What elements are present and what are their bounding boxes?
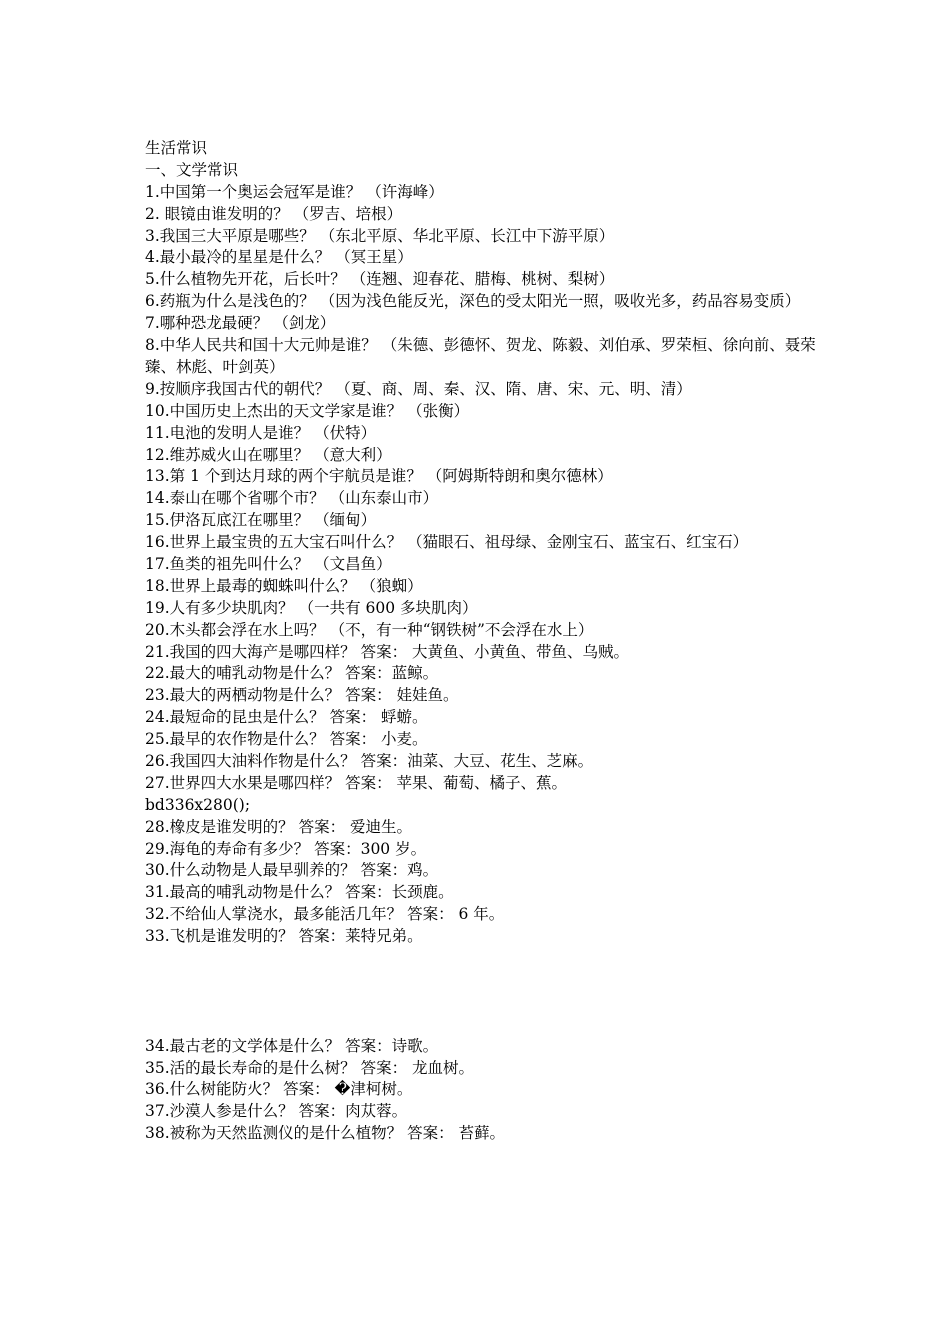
qa-item-31: 31.最高的哺乳动物是什么？ 答案：长颈鹿。 <box>145 883 454 902</box>
qa-item-22: 22.最大的哺乳动物是什么？ 答案：蓝鲸。 <box>145 664 439 683</box>
qa-item-1: 1.中国第一个奥运会冠军是谁？ （许海峰） <box>145 182 444 201</box>
qa-item-13: 13.第 1 个到达月球的两个宇航员是谁？ （阿姆斯特朗和奥尔德林） <box>145 467 613 486</box>
qa-item-28: 28.橡皮是谁发明的？ 答案： 爱迪生。 <box>145 817 413 836</box>
qa-item-9: 9.按顺序我国古代的朝代？ （夏、商、周、秦、汉、隋、唐、宋、元、明、清） <box>145 379 692 398</box>
qa-item-5: 5.什么植物先开花，后长叶？ （连翘、迎春花、腊梅、桃树、梨树） <box>145 270 615 289</box>
qa-item-36: 36.什么树能防火？ 答案： �津柯树。 <box>145 1080 413 1099</box>
qa-item-18: 18.世界上最毒的蜘蛛叫什么？ （狼蜘） <box>145 576 423 595</box>
qa-item-37: 37.沙漠人参是什么？ 答案：肉苁蓉。 <box>145 1102 408 1121</box>
qa-item-11: 11.电池的发明人是谁？ （伏特） <box>145 423 377 442</box>
qa-item-29: 29.海龟的寿命有多少？ 答案：300 岁。 <box>145 839 427 858</box>
qa-item-25: 25.最早的农作物是什么？ 答案： 小麦。 <box>145 730 428 749</box>
qa-item-10: 10.中国历史上杰出的天文学家是谁？ （张衡） <box>145 401 470 420</box>
ad-placeholder-text: bd336x280(); <box>145 795 251 814</box>
qa-item-35: 35.活的最长寿命的是什么树？ 答案： 龙血树。 <box>145 1058 475 1077</box>
qa-item-7: 7.哪种恐龙最硬？ （剑龙） <box>145 314 336 333</box>
qa-item-3: 3.我国三大平原是哪些？ （东北平原、华北平原、长江中下游平原） <box>145 226 615 245</box>
qa-item-14: 14.泰山在哪个省哪个市？ （山东泰山市） <box>145 489 439 508</box>
qa-item-16: 16.世界上最宝贵的五大宝石叫什么？ （猫眼石、祖母绿、金刚宝石、蓝宝石、红宝石） <box>145 533 749 552</box>
qa-item-12: 12.维苏威火山在哪里？ （意大利） <box>145 445 392 464</box>
qa-item-20: 20.木头都会浮在水上吗？ （不，有一种“钢铁树”不会浮在水上） <box>145 620 594 639</box>
qa-item-6: 6.药瓶为什么是浅色的？ （因为浅色能反光，深色的受太阳光一照，吸收光多，药品容易变质） <box>145 292 801 311</box>
qa-item-21: 21.我国的四大海产是哪四样？ 答案： 大黄鱼、小黄鱼、带鱼、乌贼。 <box>145 642 630 661</box>
blank-space <box>145 948 825 1036</box>
qa-item-30: 30.什么动物是人最早驯养的？ 答案：鸡。 <box>145 861 439 880</box>
document-title: 生活常识 <box>145 139 208 157</box>
qa-item-2: 2. 眼镜由谁发明的？ （罗吉、培根） <box>145 204 403 223</box>
qa-item-27: 27.世界四大水果是哪四样？ 答案： 苹果、葡萄、橘子、蕉。 <box>145 773 568 792</box>
qa-item-26: 26.我国四大油料作物是什么？ 答案：油菜、大豆、花生、芝麻。 <box>145 752 594 771</box>
qa-item-15: 15.伊洛瓦底江在哪里？ （缅甸） <box>145 511 377 530</box>
qa-item-19: 19.人有多少块肌肉？ （一共有 600 多块肌肉） <box>145 598 478 617</box>
qa-item-8: 8.中华人民共和国十大元帅是谁？ （朱德、彭德怀、贺龙、陈毅、刘伯承、罗荣桓、徐向前、聂荣臻、林彪、叶剑英） <box>145 336 816 376</box>
qa-item-4: 4.最小最冷的星星是什么？ （冥王星） <box>145 248 413 267</box>
qa-item-33: 33.飞机是谁发明的？ 答案：莱特兄弟。 <box>145 927 423 946</box>
qa-item-34: 34.最古老的文学体是什么？ 答案：诗歌。 <box>145 1036 439 1055</box>
qa-item-17: 17.鱼类的祖先叫什么？ （文昌鱼） <box>145 555 392 573</box>
qa-item-32: 32.不给仙人掌浇水，最多能活几年？ 答案： 6 年。 <box>145 905 505 924</box>
document-body <box>145 138 825 1145</box>
qa-item-24: 24.最短命的昆虫是什么？ 答案： 蜉蝣。 <box>145 708 428 727</box>
qa-item-38: 38.被称为天然监测仪的是什么植物？ 答案： 苔藓。 <box>145 1124 506 1143</box>
qa-item-23: 23.最大的两栖动物是什么？ 答案： 娃娃鱼。 <box>145 686 459 705</box>
section-heading: 一、文学常识 <box>145 160 239 179</box>
